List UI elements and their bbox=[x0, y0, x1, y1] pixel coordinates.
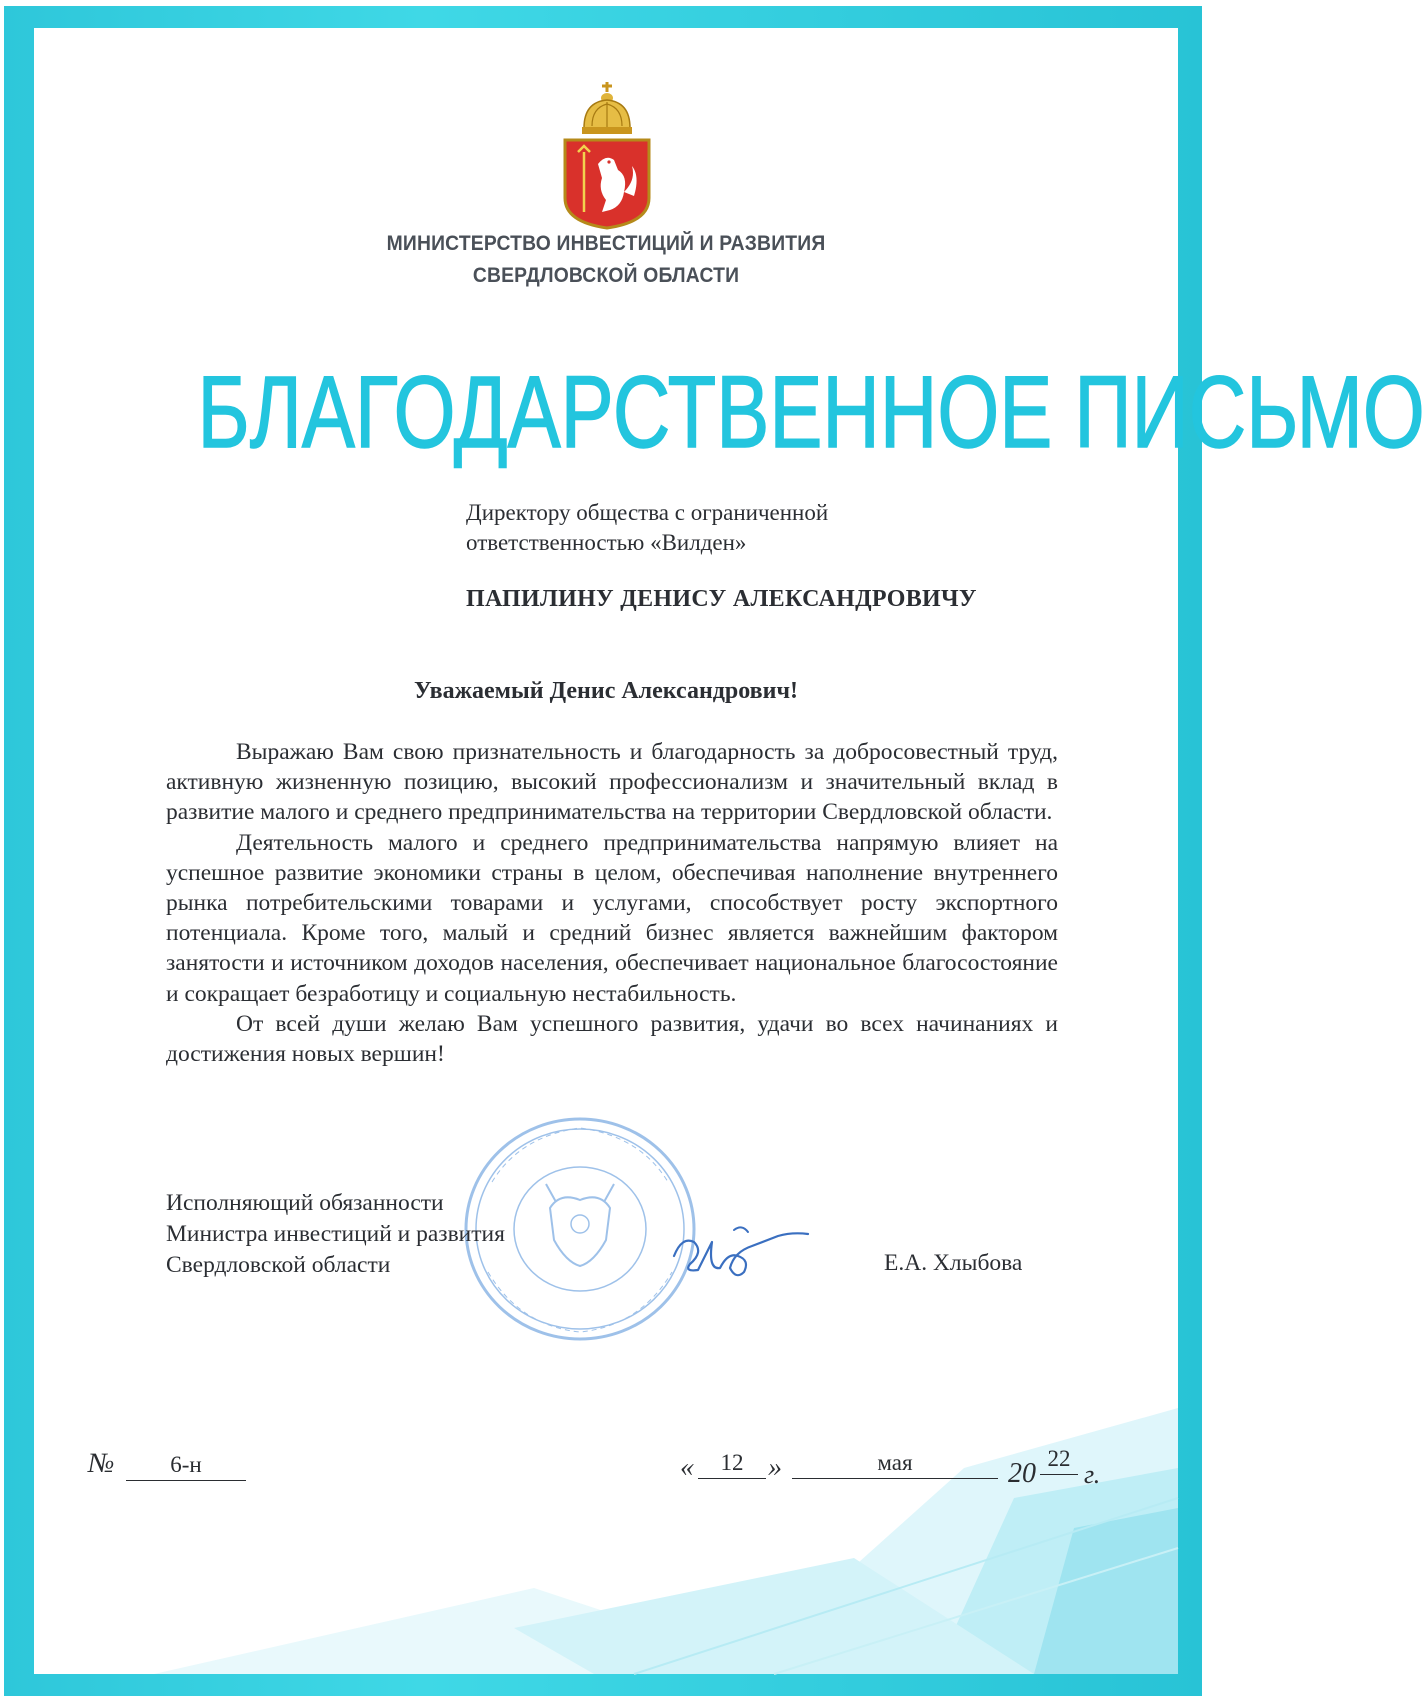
salutation: Уважаемый Денис Александрович! bbox=[414, 678, 798, 704]
signer-name: Е.А. Хлыбова bbox=[884, 1250, 1023, 1276]
document-title: БЛАГОДАРСТВЕННОЕ ПИСЬМО bbox=[197, 355, 1425, 469]
date-year: 22 bbox=[1040, 1446, 1078, 1475]
signer-title-line-3: Свердловской области bbox=[166, 1252, 391, 1278]
document-number-value: 6-н bbox=[126, 1452, 246, 1481]
addressee-name: ПАПИЛИНУ ДЕНИСУ АЛЕКСАНДРОВИЧУ bbox=[466, 586, 977, 612]
date-century: 20 bbox=[1008, 1458, 1036, 1489]
ministry-name-line-2: СВЕРДЛОВСКОЙ ОБЛАСТИ bbox=[472, 264, 740, 287]
letter-body bbox=[166, 737, 1058, 1069]
signer-title-line-1: Исполняющий обязанности bbox=[166, 1190, 444, 1216]
ministry-name-line-1: МИНИСТЕРСТВО ИНВЕСТИЦИЙ И РАЗВИТИЯ bbox=[386, 232, 826, 255]
date-close-quote: » bbox=[768, 1452, 782, 1483]
date-open-quote: « bbox=[680, 1452, 694, 1483]
sverdlovsk-coat-of-arms-icon bbox=[562, 80, 652, 230]
addressee-position-line-2: ответственностью «Вилден» bbox=[466, 530, 747, 555]
document-number-label: № bbox=[88, 1448, 115, 1479]
body-paragraph-2: Деятельность малого и среднего предпринимательства напрямую влияет на успешное развитие экономики страны в целом, обеспечивая наполнение внутреннего рынка потребительскими товарами и услугами, способствует росту экспортного потенциала. Кроме того, малый и средний бизнес является важнейшим фактором занятости и источником доходов населения, обеспечивает национальное благосостояние и сокращает безработицу и социальную нестабильность. bbox=[166, 829, 1058, 1007]
date-day: 12 bbox=[698, 1450, 766, 1479]
signer-title-line-2: Министра инвестиций и развития bbox=[166, 1221, 505, 1247]
handwritten-signature-icon bbox=[668, 1212, 818, 1292]
body-paragraph-3: От всей души желаю Вам успешного развития, удачи во всех начинаниях и достижения новых вершин! bbox=[166, 1010, 1058, 1068]
body-paragraph-1: Выражаю Вам свою признательность и благодарность за добросовестный труд, активную жизненную позицию, высокий профессионализм и значительный вклад в развитие малого и среднего предпринимательства на территории Свердловской области. bbox=[166, 739, 1058, 826]
date-month: мая bbox=[792, 1450, 998, 1479]
addressee-block bbox=[466, 498, 828, 558]
signer-block bbox=[166, 1188, 505, 1281]
date-year-suffix: г. bbox=[1084, 1460, 1101, 1489]
addressee-position-line-1: Директору общества с ограниченной bbox=[466, 500, 829, 525]
